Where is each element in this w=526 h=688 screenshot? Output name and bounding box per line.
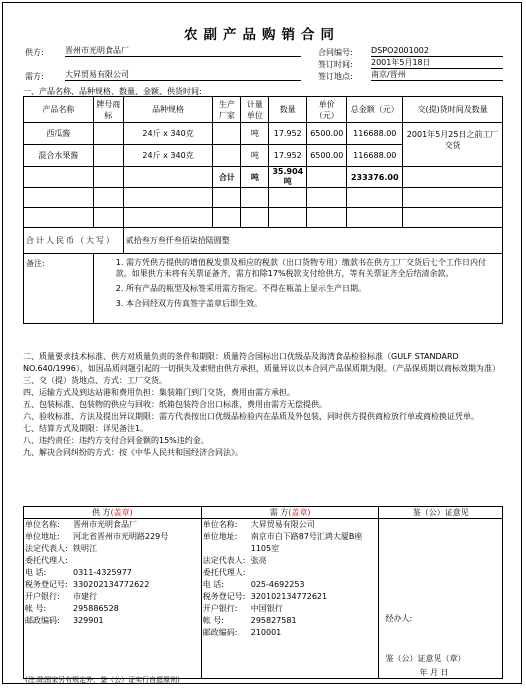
note-3: 3. 本合同经双方传真签字盖章后即生效。 xyxy=(115,299,262,308)
sign-date: 2001年5月18日 xyxy=(371,57,503,69)
note-1: 1. 需方凭供方提供的增值税发票及相应的税款（出口货物专用）缴款书在供方工厂交货后七个工作日内付款。如果供方未将有关票证备齐，需方扣除17%税款支付给供方，等有关票证齐全后结清余款。 xyxy=(115,258,486,278)
cell: 6500.00 xyxy=(307,145,347,167)
notes-row xyxy=(24,254,503,324)
col-header: 交(提)货时间及数量 xyxy=(403,97,503,123)
cell: 24斤 x 340克 xyxy=(123,145,213,167)
buyer-tax-no: 320102134772621 xyxy=(250,592,328,601)
cell: 24斤 x 340克 xyxy=(123,123,213,145)
delivery-time: 2001年5月25日之前工厂交货 xyxy=(403,123,503,167)
supplier-company: 晋州市光明食品厂 xyxy=(73,520,137,529)
cell xyxy=(213,123,241,145)
col-header: 品种规格 xyxy=(123,97,213,123)
term-2: 二、质量要求技术标准、供方对质量负责的条件和期限：质量符合国标出口优级品及海湾食品检验标准（GULF STANDARD NO.640/1996），如因品质问题引起的一切损失及索赔由供方承担，质量异议以本合同产品保质期为限。（产品保质期以商标效期为准） xyxy=(23,352,500,373)
cell: 17.952 xyxy=(269,123,307,145)
supplier-head: 供 方(盖章) xyxy=(24,507,202,519)
supplier-seal: (盖章) xyxy=(110,508,133,517)
product-table xyxy=(23,96,503,324)
sign-place-label: 签订地点: xyxy=(318,72,353,81)
supplier-phone: 0311-4325977 xyxy=(73,568,132,577)
term-3: 三、交（提）货地点、方式：工厂交货。 xyxy=(23,376,167,385)
buyer-info: 单位名称: 大昇贸易有限公司 单位地址: 南京市白下路87号汇鸿大厦B座1105室 法定代表人: 张亮 委托代理人: 电 话: 025-4692253 税务登记号: 320102134772621 开户银行: 中国银行 帐 号: 295827581 邮政编码: 210001 xyxy=(201,519,379,679)
col-header: 产品名称 xyxy=(24,97,94,123)
buyer-name: 大昇贸易有限公司 xyxy=(65,69,301,81)
supplier-rep: 铁明江 xyxy=(73,544,97,553)
cell: 116688.00 xyxy=(347,123,403,145)
contract-no: DSPO2001002 xyxy=(371,45,503,57)
supplier-tax-no: 330202134772622 xyxy=(73,580,150,589)
supplier-address: 河北省晋州市光明路229号 xyxy=(73,532,169,541)
table-row xyxy=(24,123,503,145)
signature-table xyxy=(23,506,503,679)
buyer-account: 295827581 xyxy=(250,616,297,625)
buyer-address: 南京市白下路87号汇鸿大厦B座1105室 xyxy=(250,532,363,553)
buyer-label: 需方: xyxy=(25,72,44,81)
buyer-bank: 中国银行 xyxy=(250,604,283,613)
contract-page xyxy=(2,2,522,684)
rmb-label: 合计人民币（大写） xyxy=(24,228,124,254)
handler-label: 经办人: xyxy=(385,614,413,623)
sign-place: 南京/晋州 xyxy=(371,69,503,81)
empty-row xyxy=(24,208,503,228)
col-header: 数量 xyxy=(269,97,307,123)
cell: 116688.00 xyxy=(347,145,403,167)
buyer-rep: 张亮 xyxy=(250,556,267,565)
term-6: 六、验收标准、方法及提出异议期限：需方代表按出口优级品检验内在品质及外包装，同时供方提供商检放行单或商检换证凭单。 xyxy=(23,412,479,421)
notary-info xyxy=(379,519,503,679)
note-label: 备注: xyxy=(24,254,94,324)
contract-no-label: 合同编号: xyxy=(318,48,353,57)
col-header: 总金额（元） xyxy=(347,97,403,123)
empty-row xyxy=(24,188,503,208)
cell: 吨 xyxy=(241,123,269,145)
buyer-seal: (盖章) xyxy=(288,508,311,517)
rmb-row xyxy=(24,228,503,254)
cell: 吨 xyxy=(241,145,269,167)
cell xyxy=(93,145,123,167)
buyer-postcode: 210001 xyxy=(250,628,282,637)
cell: 西瓜酱 xyxy=(24,123,94,145)
note-2: 2. 所有产品的瓶型及标签采用需方指定。不得在瓶盖上显示生产日期。 xyxy=(115,284,366,293)
col-header: 计量单位 xyxy=(241,97,269,123)
supplier-label: 供方: xyxy=(25,48,44,57)
term-9: 九、解决合同纠纷的方式：按《中华人民共和国经济合同法》。 xyxy=(23,448,243,457)
contract-terms xyxy=(23,351,503,459)
section1-heading: 一、产品名称、品种规格、数量、金额、供货时间: xyxy=(23,87,202,96)
supplier-name: 晋州市光明食品厂 xyxy=(65,45,301,57)
notary-date: 年 月 日 xyxy=(419,668,449,677)
table-header-row xyxy=(24,97,503,123)
col-header: 生产厂家 xyxy=(213,97,241,123)
notary-note: (注:除国家另有规定外，鉴（公）证实行自愿原则) xyxy=(25,676,180,684)
buyer-company: 大昇贸易有限公司 xyxy=(250,520,315,529)
rmb-value: 贰拾叁万叁仟叁佰柒拾陆圆整 xyxy=(123,228,502,254)
total-row xyxy=(24,167,503,188)
notary-seal: 鉴（公）证意见（章） xyxy=(385,654,466,663)
col-header: 牌号商标 xyxy=(93,97,123,123)
term-8: 八、违约责任：违约方支付合同金额的15%违约金。 xyxy=(23,436,209,445)
cell: 17.952 xyxy=(269,145,307,167)
total-unit: 吨 xyxy=(241,167,269,188)
notary-head: 鉴（公）证意见 xyxy=(379,507,503,519)
cell: 6500.00 xyxy=(307,123,347,145)
col-header: 单价（元） xyxy=(307,97,347,123)
cell xyxy=(93,123,123,145)
buyer-phone: 025-4692253 xyxy=(250,580,305,589)
term-4: 四、运输方式及到达站港和费用负担：集装箱门到门交货，费用由需方承担。 xyxy=(23,388,295,397)
term-5: 五、包装标准、包装物的供应与回收：纸箱包装符合出口标准，费用由需方无偿提供。 xyxy=(23,400,327,409)
supplier-account: 295886528 xyxy=(73,604,119,613)
supplier-bank: 市建行 xyxy=(73,592,97,601)
buyer-head: 需 方(盖章) xyxy=(201,507,379,519)
sign-date-label: 签订时间: xyxy=(318,60,353,69)
total-label: 合计 xyxy=(213,167,241,188)
supplier-postcode: 329901 xyxy=(73,616,104,625)
term-7: 七、结算方式及期限：详见备注1。 xyxy=(23,424,149,433)
total-qty: 35.904吨 xyxy=(269,167,307,188)
supplier-info: 单位名称: 晋州市光明食品厂 单位地址: 河北省晋州市光明路229号 法定代表人: 铁明江 委托代理人: 电 话: 0311-4325977 税务登记号: 330202134772622 开户银行: 市建行 帐 号: 295886528 邮政编码: 329901 xyxy=(24,519,202,679)
total-amount: 233376.00 xyxy=(347,167,403,188)
contract-title: 农副产品购销合同 xyxy=(184,27,340,43)
cell: 混合水果酱 xyxy=(24,145,94,167)
cell xyxy=(213,145,241,167)
